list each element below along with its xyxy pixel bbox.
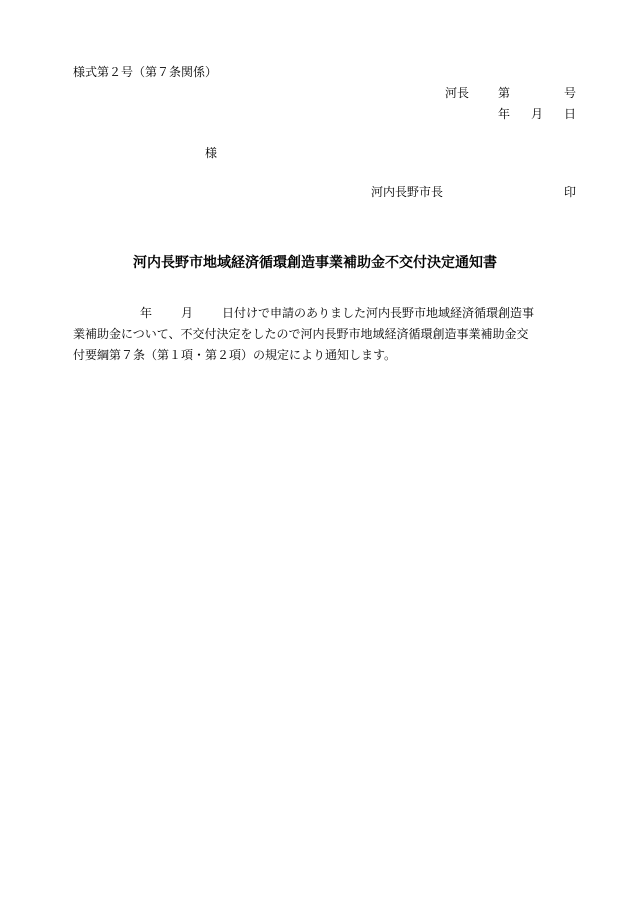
body-line-1 <box>73 303 578 324</box>
body-line-1-text: 日付けで申請のありました河内長野市地域経済循環創造事 <box>222 306 535 320</box>
date-year-label: 年 <box>498 107 511 121</box>
reference-dai-label: 第 <box>498 86 511 100</box>
date-month-label: 月 <box>531 107 544 121</box>
form-number: 様式第２号（第７条関係） <box>73 65 218 79</box>
body-paragraph <box>73 303 578 366</box>
date-day-label: 日 <box>564 107 577 121</box>
reference-go-label: 号 <box>564 86 577 100</box>
body-line-2: 業補助金について、不交付決定をしたので河内長野市地域経済循環創造事業補助金交 <box>73 327 529 341</box>
reference-prefix: 河長 <box>445 86 470 100</box>
issuer-name: 河内長野市長 <box>371 185 444 199</box>
body-line-3: 付要綱第７条（第１項・第２項）の規定により通知します。 <box>73 348 397 362</box>
seal-mark: 印 <box>564 185 577 199</box>
document-title: 河内長野市地域経済循環創造事業補助金不交付決定通知書 <box>133 255 497 271</box>
body-month-label: 月 <box>181 306 194 320</box>
addressee-honorific: 様 <box>205 146 218 160</box>
body-year-label: 年 <box>140 306 153 320</box>
